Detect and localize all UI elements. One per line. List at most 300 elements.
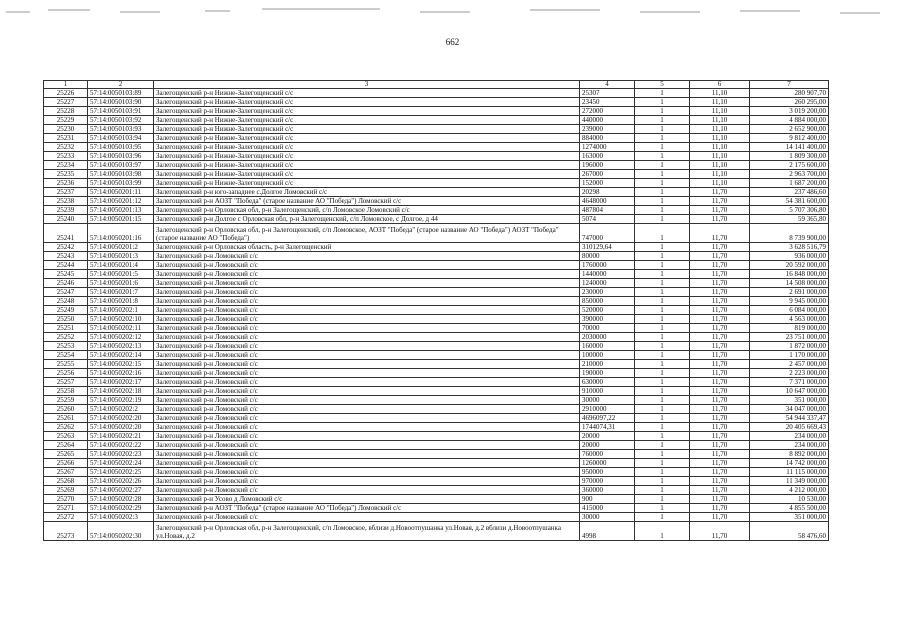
table-row: [44, 288, 829, 297]
rate-cell: 11,10: [690, 116, 750, 125]
area-cell: 160000: [580, 342, 635, 351]
cadastral-number-cell: 57:14:0050202:12: [88, 333, 154, 342]
count-cell: 1: [635, 342, 690, 351]
row-number-cell: 25244: [44, 261, 88, 270]
location-cell: Залегощенский р-н Ломовский с/с: [154, 396, 580, 405]
cadastral-value-cell: 4 855 500,00: [750, 504, 829, 513]
location-cell: Залегощенский р-н Орловская обл, р-н Залегощенский, с/п Ломовское, АОЗТ "Победа" (старое название АО "Победа") АОЗТ "Победа" (старое название АО "Победа"): [154, 224, 580, 243]
location-cell: Залегощенский р-н Нижне-Залегощенский с/с: [154, 170, 580, 179]
row-number-cell: 25235: [44, 170, 88, 179]
area-cell: 1274000: [580, 143, 635, 152]
cadastral-value-cell: 20 592 000,00: [750, 261, 829, 270]
location-cell: Залегощенский р-н Ломовский с/с: [154, 324, 580, 333]
cadastral-value-cell: 54 381 600,00: [750, 197, 829, 206]
location-cell: Залегощенский р-н Ломовский с/с: [154, 297, 580, 306]
row-number-cell: 25239: [44, 206, 88, 215]
location-cell: Залегощенский р-н Ломовский с/с: [154, 405, 580, 414]
location-cell: Залегощенский р-н Ломовский с/с: [154, 432, 580, 441]
rate-cell: 11,70: [690, 306, 750, 315]
area-cell: 415000: [580, 504, 635, 513]
count-cell: 1: [635, 161, 690, 170]
cadastral-number-cell: 57:14:0050202:13: [88, 342, 154, 351]
area-cell: 884000: [580, 134, 635, 143]
cadastral-value-cell: 2 652 900,00: [750, 125, 829, 134]
rate-cell: 11,70: [690, 351, 750, 360]
area-cell: 970000: [580, 477, 635, 486]
rate-cell: 11,10: [690, 161, 750, 170]
row-number-cell: 25265: [44, 450, 88, 459]
rate-cell: 11,70: [690, 206, 750, 215]
table-row: [44, 333, 829, 342]
rate-cell: 11,70: [690, 414, 750, 423]
location-cell: Залегощенский р-н Ломовский с/с: [154, 261, 580, 270]
table-row: [44, 360, 829, 369]
count-cell: 1: [635, 188, 690, 197]
table-row: [44, 125, 829, 134]
rate-cell: 11,70: [690, 215, 750, 224]
table-row: [44, 252, 829, 261]
row-number-cell: 25229: [44, 116, 88, 125]
row-number-cell: 25271: [44, 504, 88, 513]
cadastral-number-cell: 57:14:0050202:27: [88, 486, 154, 495]
rate-cell: 11,70: [690, 396, 750, 405]
location-cell: Залегощенский р-н Ломовский с/с: [154, 252, 580, 261]
area-cell: 900: [580, 495, 635, 504]
table-row: [44, 224, 829, 243]
area-cell: 272000: [580, 107, 635, 116]
area-cell: 267000: [580, 170, 635, 179]
table-row: [44, 378, 829, 387]
row-number-cell: 25234: [44, 161, 88, 170]
location-cell: Залегощенский р-н Ломовский с/с: [154, 306, 580, 315]
count-cell: 1: [635, 261, 690, 270]
cadastral-number-cell: 57:14:0050202:15: [88, 360, 154, 369]
cadastral-value-cell: 3 019 200,00: [750, 107, 829, 116]
count-cell: 1: [635, 324, 690, 333]
cadastral-number-cell: 57:14:0050103:94: [88, 134, 154, 143]
count-cell: 1: [635, 125, 690, 134]
area-cell: 2030000: [580, 333, 635, 342]
row-number-cell: 25230: [44, 125, 88, 134]
table-row: [44, 116, 829, 125]
count-cell: 1: [635, 486, 690, 495]
cadastral-value-cell: 10 647 000,00: [750, 387, 829, 396]
area-cell: 30000: [580, 513, 635, 522]
row-number-cell: 25226: [44, 89, 88, 98]
location-cell: Залегощенский р-н Ломовский с/с: [154, 513, 580, 522]
row-number-cell: 25237: [44, 188, 88, 197]
area-cell: 390000: [580, 315, 635, 324]
area-cell: 196000: [580, 161, 635, 170]
area-cell: 630000: [580, 378, 635, 387]
area-cell: 80000: [580, 252, 635, 261]
table-row: [44, 324, 829, 333]
rate-cell: 11,70: [690, 369, 750, 378]
column-header: 7: [750, 81, 829, 89]
cadastral-value-cell: 6 084 000,00: [750, 306, 829, 315]
cadastral-value-cell: 351 000,00: [750, 513, 829, 522]
location-cell: Залегощенский р-н Ломовский с/с: [154, 378, 580, 387]
row-number-cell: 25252: [44, 333, 88, 342]
cadastral-value-cell: 9 945 000,00: [750, 297, 829, 306]
area-cell: 230000: [580, 288, 635, 297]
count-cell: 1: [635, 387, 690, 396]
row-number-cell: 25254: [44, 351, 88, 360]
count-cell: 1: [635, 197, 690, 206]
location-cell: Залегощенский р-н Ломовский с/с: [154, 450, 580, 459]
rate-cell: 11,10: [690, 170, 750, 179]
cadastral-number-cell: 57:14:0050202:23: [88, 450, 154, 459]
rate-cell: 11,70: [690, 342, 750, 351]
row-number-cell: 25236: [44, 179, 88, 188]
cadastral-value-cell: 14 508 000,00: [750, 279, 829, 288]
location-cell: Залегощенский р-н Ломовский с/с: [154, 351, 580, 360]
area-cell: 850000: [580, 297, 635, 306]
row-number-cell: 25272: [44, 513, 88, 522]
area-cell: 239000: [580, 125, 635, 134]
count-cell: 1: [635, 215, 690, 224]
cadastral-number-cell: 57:14:0050202:17: [88, 378, 154, 387]
area-cell: 30000: [580, 396, 635, 405]
cadastral-value-cell: 23 751 000,00: [750, 333, 829, 342]
cadastral-number-cell: 57:14:0050202:2: [88, 405, 154, 414]
row-number-cell: 25258: [44, 387, 88, 396]
location-cell: Залегощенский р-н Ломовский с/с: [154, 423, 580, 432]
cadastral-number-cell: 57:14:0050202:1: [88, 306, 154, 315]
table-row: [44, 414, 829, 423]
location-cell: Залегощенский р-н Ломовский с/с: [154, 288, 580, 297]
row-number-cell: 25259: [44, 396, 88, 405]
cadastral-value-cell: 819 000,00: [750, 324, 829, 333]
count-cell: 1: [635, 369, 690, 378]
cadastral-value-cell: 2 457 000,00: [750, 360, 829, 369]
row-number-cell: 25267: [44, 468, 88, 477]
row-number-cell: 25251: [44, 324, 88, 333]
count-cell: 1: [635, 152, 690, 161]
area-cell: 25307: [580, 89, 635, 98]
area-cell: 1760000: [580, 261, 635, 270]
rate-cell: 11,70: [690, 279, 750, 288]
cadastral-number-cell: 57:14:0050202:3: [88, 513, 154, 522]
cadastral-value-cell: 34 047 000,00: [750, 405, 829, 414]
table-row: [44, 161, 829, 170]
table-row: [44, 170, 829, 179]
area-cell: 4696097,22: [580, 414, 635, 423]
cadastral-value-cell: 11 115 000,00: [750, 468, 829, 477]
rate-cell: 11,70: [690, 243, 750, 252]
table-row: [44, 468, 829, 477]
table-row: [44, 432, 829, 441]
cadastral-number-cell: 57:14:0050201:5: [88, 270, 154, 279]
rate-cell: 11,10: [690, 152, 750, 161]
cadastral-value-cell: 2 175 600,00: [750, 161, 829, 170]
cadastral-number-cell: 57:14:0050201:16: [88, 224, 154, 243]
cadastral-value-cell: 1 809 300,00: [750, 152, 829, 161]
scan-artifact-marks: [0, 0, 905, 20]
location-cell: Залегощенский р-н АОЗТ "Победа" (старое название АО "Победа") Ломовский с/с: [154, 504, 580, 513]
area-cell: 210000: [580, 360, 635, 369]
area-cell: 1744074,31: [580, 423, 635, 432]
cadastral-number-cell: 57:14:0050201:4: [88, 261, 154, 270]
cadastral-value-table: [43, 80, 829, 541]
table-row: [44, 261, 829, 270]
cadastral-number-cell: 57:14:0050202:22: [88, 441, 154, 450]
count-cell: 1: [635, 522, 690, 541]
cadastral-value-cell: 7 371 000,00: [750, 378, 829, 387]
table-row: [44, 98, 829, 107]
table-row: [44, 396, 829, 405]
cadastral-value-cell: 4 212 000,00: [750, 486, 829, 495]
row-number-cell: 25238: [44, 197, 88, 206]
area-cell: 310129,64: [580, 243, 635, 252]
cadastral-number-cell: 57:14:0050201:13: [88, 206, 154, 215]
row-number-cell: 25246: [44, 279, 88, 288]
rate-cell: 11,70: [690, 405, 750, 414]
table-row: [44, 441, 829, 450]
count-cell: 1: [635, 315, 690, 324]
area-cell: 1260000: [580, 459, 635, 468]
count-cell: 1: [635, 396, 690, 405]
row-number-cell: 25241: [44, 224, 88, 243]
cadastral-number-cell: 57:14:0050201:11: [88, 188, 154, 197]
location-cell: Залегощенский р-н Ломовский с/с: [154, 315, 580, 324]
count-cell: 1: [635, 513, 690, 522]
page-number: 662: [445, 37, 460, 47]
cadastral-number-cell: 57:14:0050202:26: [88, 477, 154, 486]
table-row: [44, 179, 829, 188]
cadastral-value-cell: 234 000,00: [750, 432, 829, 441]
table-row: [44, 486, 829, 495]
rate-cell: 11,10: [690, 134, 750, 143]
location-cell: Залегощенский р-н Ломовский с/с: [154, 333, 580, 342]
table-row: [44, 306, 829, 315]
count-cell: 1: [635, 143, 690, 152]
cadastral-value-cell: 1 170 000,00: [750, 351, 829, 360]
count-cell: 1: [635, 405, 690, 414]
location-cell: Залегощенский р-н Долгое с Орловская обл, р-н Залегощенский, с/п Ломовское, с Долгое, д 44: [154, 215, 580, 224]
rate-cell: 11,70: [690, 197, 750, 206]
table-row: [44, 387, 829, 396]
cadastral-value-cell: 59 365,80: [750, 215, 829, 224]
cadastral-value-cell: 14 141 400,00: [750, 143, 829, 152]
location-cell: Залегощенский р-н Ломовский с/с: [154, 369, 580, 378]
count-cell: 1: [635, 414, 690, 423]
cadastral-number-cell: 57:14:0050202:10: [88, 315, 154, 324]
count-cell: 1: [635, 98, 690, 107]
cadastral-value-cell: 260 295,00: [750, 98, 829, 107]
row-number-cell: 25260: [44, 405, 88, 414]
count-cell: 1: [635, 459, 690, 468]
table-header: [44, 81, 829, 89]
table-row: [44, 279, 829, 288]
area-cell: 190000: [580, 369, 635, 378]
count-cell: 1: [635, 477, 690, 486]
rate-cell: 11,70: [690, 441, 750, 450]
cadastral-number-cell: 57:14:0050103:97: [88, 161, 154, 170]
cadastral-number-cell: 57:14:0050103:90: [88, 98, 154, 107]
cadastral-number-cell: 57:14:0050103:98: [88, 170, 154, 179]
cadastral-value-cell: 2 691 000,00: [750, 288, 829, 297]
area-cell: 760000: [580, 450, 635, 459]
row-number-cell: 25247: [44, 288, 88, 297]
area-cell: 5074: [580, 215, 635, 224]
count-cell: 1: [635, 107, 690, 116]
row-number-cell: 25233: [44, 152, 88, 161]
cadastral-number-cell: 57:14:0050201:2: [88, 243, 154, 252]
area-cell: 1240000: [580, 279, 635, 288]
rate-cell: 11,70: [690, 378, 750, 387]
count-cell: 1: [635, 134, 690, 143]
location-cell: Залегощенский р-н Нижне-Залегощенский с/с: [154, 98, 580, 107]
location-cell: Залегощенский р-н Орловская обл, р-н Залегощенский, с/п Ломовское, вблизи д.Новоотпушанка ул.Новая, д.2 вблизи д.Новоотпушанка ул.Новая, д.2: [154, 522, 580, 541]
row-number-cell: 25248: [44, 297, 88, 306]
row-number-cell: 25245: [44, 270, 88, 279]
row-number-cell: 25249: [44, 306, 88, 315]
cadastral-value-cell: 16 848 000,00: [750, 270, 829, 279]
row-number-cell: 25261: [44, 414, 88, 423]
column-header: 5: [635, 81, 690, 89]
rate-cell: 11,70: [690, 504, 750, 513]
cadastral-number-cell: 57:14:0050202:14: [88, 351, 154, 360]
table-row: [44, 152, 829, 161]
area-cell: 4648000: [580, 197, 635, 206]
area-cell: 1440000: [580, 270, 635, 279]
area-cell: 440000: [580, 116, 635, 125]
table-row: [44, 342, 829, 351]
cadastral-number-cell: 57:14:0050103:96: [88, 152, 154, 161]
location-cell: Залегощенский р-н Нижне-Залегощенский с/с: [154, 125, 580, 134]
cadastral-number-cell: 57:14:0050103:92: [88, 116, 154, 125]
rate-cell: 11,70: [690, 432, 750, 441]
count-cell: 1: [635, 279, 690, 288]
cadastral-number-cell: 57:14:0050202:18: [88, 387, 154, 396]
count-cell: 1: [635, 432, 690, 441]
rate-cell: 11,70: [690, 513, 750, 522]
rate-cell: 11,70: [690, 261, 750, 270]
area-cell: 23450: [580, 98, 635, 107]
table-row: [44, 215, 829, 224]
cadastral-value-cell: 4 563 000,00: [750, 315, 829, 324]
rate-cell: 11,70: [690, 324, 750, 333]
count-cell: 1: [635, 206, 690, 215]
cadastral-number-cell: 57:14:0050202:25: [88, 468, 154, 477]
rate-cell: 11,70: [690, 459, 750, 468]
area-cell: 20298: [580, 188, 635, 197]
cadastral-value-cell: 3 628 516,79: [750, 243, 829, 252]
location-cell: Залегощенский р-н Усово д Ломовский с/с: [154, 495, 580, 504]
area-cell: 70000: [580, 324, 635, 333]
rate-cell: 11,70: [690, 360, 750, 369]
rate-cell: 11,70: [690, 477, 750, 486]
location-cell: Залегощенский р-н Нижне-Залегощенский с/с: [154, 179, 580, 188]
location-cell: Залегощенский р-н Ломовский с/с: [154, 459, 580, 468]
row-number-cell: 25257: [44, 378, 88, 387]
cadastral-number-cell: 57:14:0050103:91: [88, 107, 154, 116]
cadastral-number-cell: 57:14:0050201:8: [88, 297, 154, 306]
rate-cell: 11,10: [690, 89, 750, 98]
cadastral-number-cell: 57:14:0050103:93: [88, 125, 154, 134]
row-number-cell: 25269: [44, 486, 88, 495]
rate-cell: 11,70: [690, 188, 750, 197]
location-cell: Залегощенский р-н Нижне-Залегощенский с/с: [154, 116, 580, 125]
cadastral-number-cell: 57:14:0050201:15: [88, 215, 154, 224]
table-row: [44, 351, 829, 360]
location-cell: Залегощенский р-н юго-западнее с.Долгое Ломовский с/с: [154, 188, 580, 197]
count-cell: 1: [635, 504, 690, 513]
column-header: 1: [44, 81, 88, 89]
row-number-cell: 25231: [44, 134, 88, 143]
count-cell: 1: [635, 297, 690, 306]
cadastral-value-cell: 20 405 669,43: [750, 423, 829, 432]
table-row: [44, 107, 829, 116]
count-cell: 1: [635, 179, 690, 188]
rate-cell: 11,10: [690, 107, 750, 116]
cadastral-number-cell: 57:14:0050202:16: [88, 369, 154, 378]
table-body: [44, 89, 829, 541]
row-number-cell: 25253: [44, 342, 88, 351]
cadastral-value-cell: 936 000,00: [750, 252, 829, 261]
rate-cell: 11,70: [690, 333, 750, 342]
row-number-cell: 25256: [44, 369, 88, 378]
row-number-cell: 25268: [44, 477, 88, 486]
area-cell: 152000: [580, 179, 635, 188]
rate-cell: 11,70: [690, 288, 750, 297]
table-row: [44, 270, 829, 279]
row-number-cell: 25250: [44, 315, 88, 324]
cadastral-value-cell: 351 000,00: [750, 396, 829, 405]
area-cell: 950000: [580, 468, 635, 477]
table-row: [44, 134, 829, 143]
count-cell: 1: [635, 495, 690, 504]
column-header: 4: [580, 81, 635, 89]
location-cell: Залегощенский р-н Ломовский с/с: [154, 342, 580, 351]
area-cell: 163000: [580, 152, 635, 161]
area-cell: 2910000: [580, 405, 635, 414]
row-number-cell: 25240: [44, 215, 88, 224]
rate-cell: 11,70: [690, 423, 750, 432]
location-cell: Залегощенский р-н Ломовский с/с: [154, 477, 580, 486]
cadastral-value-cell: 14 742 000,00: [750, 459, 829, 468]
rate-cell: 11,70: [690, 252, 750, 261]
table-row: [44, 188, 829, 197]
count-cell: 1: [635, 333, 690, 342]
count-cell: 1: [635, 243, 690, 252]
row-number-cell: 25266: [44, 459, 88, 468]
rate-cell: 11,10: [690, 179, 750, 188]
cadastral-value-cell: 5 707 306,80: [750, 206, 829, 215]
cadastral-number-cell: 57:14:0050202:11: [88, 324, 154, 333]
count-cell: 1: [635, 450, 690, 459]
table-row: [44, 495, 829, 504]
location-cell: Залегощенский р-н Ломовский с/с: [154, 360, 580, 369]
location-cell: Залегощенский р-н Нижне-Залегощенский с/с: [154, 107, 580, 116]
location-cell: Залегощенский р-н АОЗТ "Победа" (старое название АО "Победа") Ломовский с/с: [154, 197, 580, 206]
location-cell: Залегощенский р-н Ломовский с/с: [154, 270, 580, 279]
area-cell: 747000: [580, 224, 635, 243]
rate-cell: 11,70: [690, 387, 750, 396]
area-cell: 910000: [580, 387, 635, 396]
cadastral-value-cell: 1 872 000,00: [750, 342, 829, 351]
rate-cell: 11,70: [690, 495, 750, 504]
row-number-cell: 25270: [44, 495, 88, 504]
count-cell: 1: [635, 252, 690, 261]
rate-cell: 11,70: [690, 315, 750, 324]
table-row: [44, 450, 829, 459]
row-number-cell: 25243: [44, 252, 88, 261]
cadastral-number-cell: 57:14:0050201:7: [88, 288, 154, 297]
row-number-cell: 25227: [44, 98, 88, 107]
location-cell: Залегощенский р-н Орловская область, р-н Залегощенский: [154, 243, 580, 252]
